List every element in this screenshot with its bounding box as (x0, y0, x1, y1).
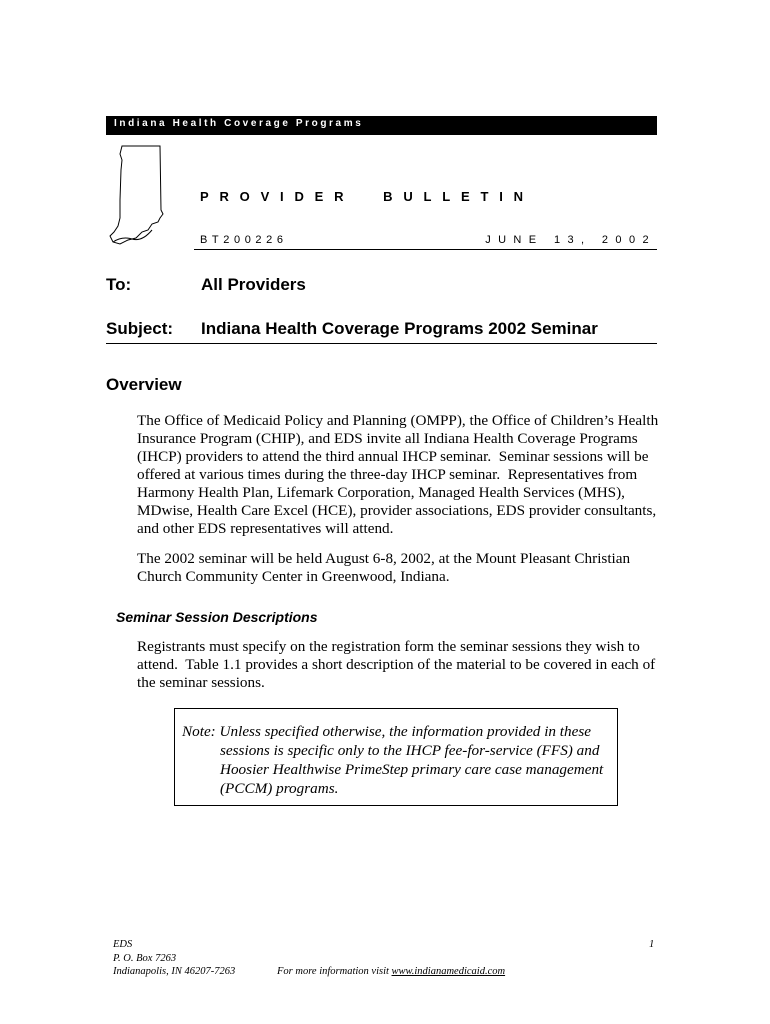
note-line: sessions is specific only to the IHCP fee-for-service (FFS) and (220, 742, 600, 759)
footer-info-prefix: For more information visit (277, 966, 392, 977)
note-box (174, 708, 618, 806)
subject-value: Indiana Health Coverage Programs 2002 Seminar (201, 319, 598, 338)
bulletin-title: PROVIDER BULLETIN (200, 189, 534, 204)
note-line: (PCCM) programs. (220, 780, 339, 797)
overview-paragraph-1: The Office of Medicaid Policy and Planning (OMPP), the Office of Children’s Health Insurance Program (CHIP), and EDS invite all Indiana Health Coverage Programs (IHCP) providers to attend the third annual IHCP seminar. Seminar sessions will be offered at various times during the three-day IHCP seminar. Representatives from Harmony Health Plan, Lifemark Corporation, Managed Health Services (MHS), MDwise, Health Care Excel (HCE), provider associations, EDS provider consultants, and other EDS representatives will attend. (137, 412, 662, 537)
sessions-paragraph: Registrants must specify on the registration form the seminar sessions they wish to attend. Table 1.1 provides a short description of the material to be covered in each of the seminar sessions. (137, 638, 660, 691)
bulletin-divider (194, 249, 657, 250)
note-line: Note: Unless specified otherwise, the information provided in these (182, 723, 592, 740)
footer-info (277, 966, 505, 977)
subject-divider (106, 343, 657, 344)
page-number: 1 (649, 939, 655, 950)
note-line: Hoosier Healthwise PrimeStep primary care case management (220, 761, 604, 778)
bulletin-id: BT200226 (200, 234, 288, 246)
subject-label: Subject: (106, 319, 174, 338)
org-name: Indiana Health Coverage Programs (114, 118, 364, 129)
to-value: All Providers (201, 275, 306, 294)
sessions-heading: Seminar Session Descriptions (116, 609, 318, 625)
footer-city: Indianapolis, IN 46207-7263 (113, 966, 236, 977)
footer-company: EDS (113, 939, 133, 950)
header-bar (106, 116, 657, 135)
footer-url-link[interactable]: www.indianamedicaid.com (391, 966, 506, 977)
bulletin-date: JUNE 13, 2002 (485, 234, 656, 246)
to-label: To: (106, 275, 132, 294)
overview-heading: Overview (106, 375, 182, 394)
footer-po-box: P. O. Box 7263 (113, 953, 177, 964)
indiana-state-outline-icon (108, 140, 170, 246)
overview-paragraph-2: The 2002 seminar will be held August 6-8, 2002, at the Mount Pleasant Christian Church Community Center in Greenwood, Indiana. (137, 550, 631, 585)
